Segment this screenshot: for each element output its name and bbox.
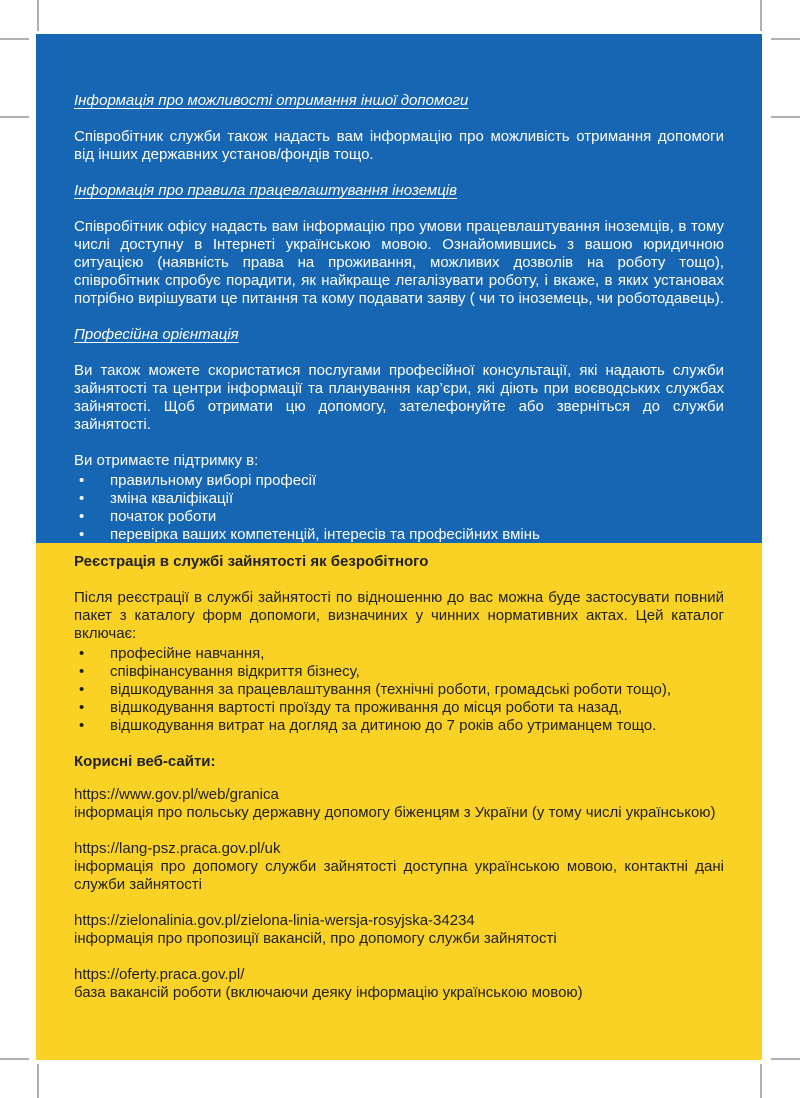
list-item <box>74 681 724 699</box>
website-link-lang-psz-praca[interactable]: https://lang-psz.praca.gov.pl/uk <box>74 840 281 857</box>
crop-mark-bottom-left-vertical <box>37 1064 39 1098</box>
website-link-gov-pl-granica[interactable]: https://www.gov.pl/web/granica <box>74 786 279 803</box>
list-item-label: початок роботи <box>110 508 217 525</box>
support-list-intro: Ви отримаєте підтримку в: <box>74 452 259 469</box>
website-entry <box>74 840 724 894</box>
bullet-icon: • <box>79 699 85 716</box>
support-list <box>74 472 724 543</box>
blue-section <box>36 34 762 543</box>
bullet-icon: • <box>79 490 85 507</box>
crop-mark-bottom-right-vertical <box>760 1064 762 1098</box>
list-item-label: правильному виборі професії <box>110 472 317 489</box>
heading-professional-orientation: Професійна орієнтація <box>74 326 239 343</box>
crop-mark-top-left-horizontal <box>0 38 29 40</box>
list-item <box>74 663 724 681</box>
bullet-icon: • <box>79 472 85 489</box>
website-link-zielonalinia[interactable]: https://zielonalinia.gov.pl/zielona-linia-wersja-rosyjska-34234 <box>74 912 475 929</box>
catalog-list <box>74 645 724 735</box>
list-item-label: відшкодування витрат на догляд за дитиною до 7 років або утриманцем тощо. <box>110 717 657 734</box>
bullet-icon: • <box>79 717 85 734</box>
heading-other-aid-info: Інформація про можливості отримання іншої допомоги <box>74 92 469 109</box>
website-description: інформація про пропозиції вакансій, про допомогу служби зайнятості <box>74 930 557 947</box>
bullet-icon: • <box>79 645 85 662</box>
crop-mark-bottom-left-horizontal <box>0 1058 29 1060</box>
list-item-label: відшкодування вартості проїзду та проживання до місця роботи та назад, <box>110 699 623 716</box>
bullet-icon: • <box>79 681 85 698</box>
list-item-label: відшкодування за працевлаштування (технічні роботи, громадські роботи тощо), <box>110 681 671 698</box>
list-item-label: співфінансування відкриття бізнесу, <box>110 663 360 680</box>
crop-mark-left-horizontal <box>0 116 29 118</box>
heading-foreigner-employment-rules: Інформація про правила працевлаштування іноземців <box>74 182 457 199</box>
website-entry <box>74 966 724 1002</box>
heading-unemployed-registration: Реєстрація в службі зайнятості як безробітного <box>74 553 429 570</box>
list-item <box>74 645 724 663</box>
website-description: інформація про допомогу служби зайнятості доступна українською мовою, контактні дані служби зайнятості <box>74 858 724 893</box>
bullet-icon: • <box>79 663 85 680</box>
list-item-label: професійне навчання, <box>110 645 265 662</box>
website-description: інформація про польську державну допомогу біженцям з України (у тому числі українською) <box>74 804 716 821</box>
paragraph-foreigner-employment: Співробітник офісу надасть вам інформацію про умови працевлаштування іноземців, в тому числі доступну в Інтернеті українською мовою. Ознайомившись з вашою юридичною ситуацією (наявність права на проживання, можливих дозволів на роботу тощо), співробітник спробує порадити, як найкраще легалізувати роботу, і вкаже, в яких установах потрібно вирішувати це питання та кому подавати заяву ( чи то іноземець, чи роботодавець). <box>74 218 724 307</box>
list-item <box>74 508 724 526</box>
bullet-icon: • <box>79 508 85 525</box>
list-item <box>74 717 724 735</box>
crop-mark-right-horizontal <box>771 116 800 118</box>
leaflet-page <box>36 34 762 1060</box>
website-link-oferty-praca[interactable]: https://oferty.praca.gov.pl/ <box>74 966 245 983</box>
website-description: база вакансій роботи (включаючи деяку інформацію українською мовою) <box>74 984 583 1001</box>
list-item <box>74 472 724 490</box>
list-item-label: зміна кваліфікації <box>110 490 234 507</box>
website-entry <box>74 912 724 948</box>
website-entry <box>74 786 724 822</box>
paragraph-professional-orientation: Ви також можете скористатися послугами професійної консультації, які надають служби зайнятості та центри інформації та планування кар’єри, які діють при воєводських службах зайнятості. Щоб отримати цю допомогу, зателефонуйте або зверніться до служби зайнятості. <box>74 362 724 433</box>
bullet-icon: • <box>79 526 85 543</box>
paragraph-other-aid: Співробітник служби також надасть вам інформацію про можливість отримання допомоги від інших державних установ/фондів тощо. <box>74 128 724 163</box>
crop-mark-top-right-horizontal <box>771 38 800 40</box>
list-item <box>74 699 724 717</box>
crop-mark-bottom-right-horizontal <box>771 1058 800 1060</box>
list-item <box>74 526 724 543</box>
yellow-section <box>36 543 762 1060</box>
crop-mark-top-left-vertical <box>37 0 39 31</box>
list-item-label: перевірка ваших компетенцій, інтересів та професійних вмінь <box>110 526 540 543</box>
list-item <box>74 490 724 508</box>
crop-mark-top-right-vertical <box>760 0 762 31</box>
paragraph-registration-catalog: Після реєстрації в службі зайнятості по відношенню до вас можна буде застосувати повний пакет з каталогу форм допомоги, визначиних у чинних нормативних актах. Цей каталог включає: <box>74 589 724 642</box>
heading-useful-websites: Корисні веб-сайти: <box>74 753 216 770</box>
